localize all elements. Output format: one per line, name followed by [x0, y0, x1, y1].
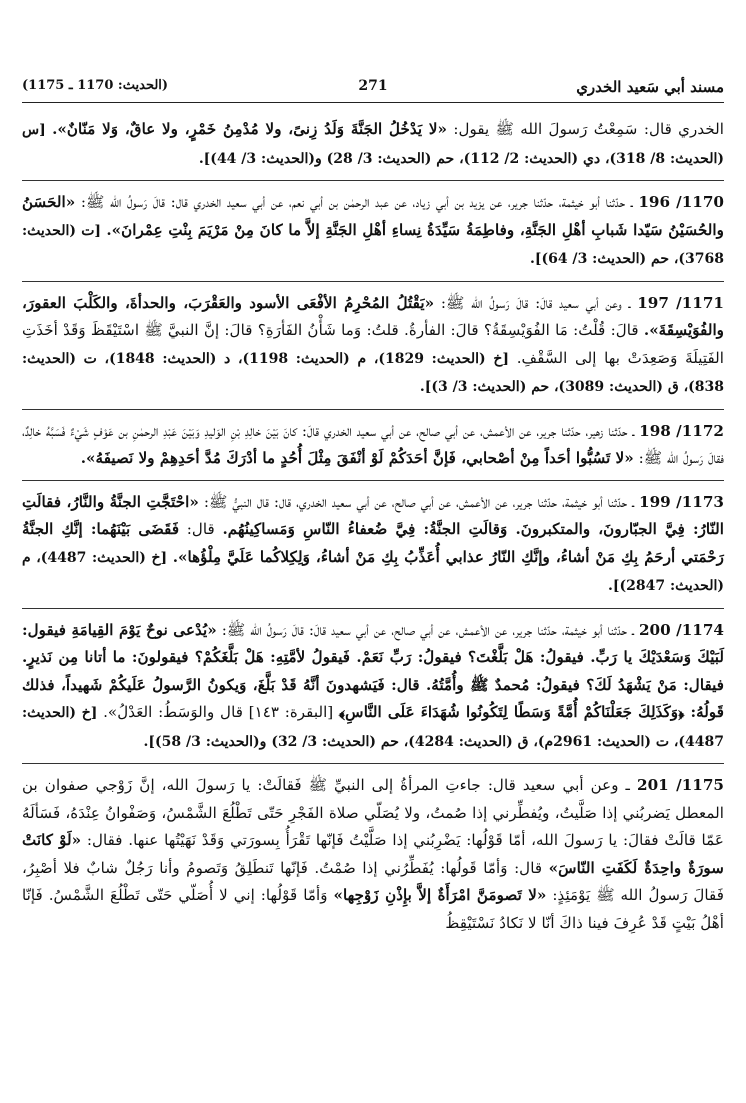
page-number: 271 [358, 78, 388, 94]
page-body [22, 116, 724, 937]
hadith-number: 1172/ 198 [639, 421, 724, 440]
hadith-matn: «لا تَسُبُّوا أحَداً مِنْ أصْحابي، فَإنَّ أحَدَكُمْ لَوْ أنْفَقَ مِثْلَ أُحُدٍ ما أدْرَكَ مُدَّ أحَدِهِمْ ولا نَصيفَهُ». [80, 449, 634, 467]
hadith-text: الخدري قال: سَمِعْتُ رَسولَ الله ﷺ يقول: [447, 120, 725, 138]
hadith-range: (الحديث: 1170 ـ 1175) [22, 78, 169, 93]
hadith-entry-1170 [22, 180, 724, 274]
hadith-number: 1174/ 200 [638, 620, 724, 639]
hadith-text: قالَ: قُلْتُ: مَا الفُوَيْسِقَةُ؟ قالَ: الفأرةُ. قلتُ: وَما شَأْنُ الفَأرَةِ؟ قالَ: إنَّ النبيَّ ﷺ اسْتَيْقَظَ وَقَدْ أخَذَتِ الفَتِيلَةَ وَصَعِدَتْ بها إلى السَّقْفِ. [22, 321, 724, 367]
hadith-text: ـ وعن أبي سعيد قال: جاءتِ المرأةُ إلى النبيِّ ﷺ فَقالَتْ: يا رَسولَ الله، إنَّ زَوْجي صفوان بن المعطل يَضربُني إذا صَلَّيتُ، ويُفطِّرني إذا صُمتُ، ولا يُصَلّي صلاة الفَجْرِ حَتّى تَطْلُعَ الشَّمْسُ، وَصَفْوانُ عِنْدَهُ، فَسَألَهُ عَمّا قالَتْ فقالَ: يا رَسولَ الله، أمّا قَوْلُها: يَضْرِبُني إذا صَلَّيْتُ فَإنّها تَقْرَأُ بِسورَتي وَقَدْ نَهَيْتُها عنها. فقال: [22, 776, 724, 849]
hadith-entry-1173 [22, 480, 724, 601]
hadith-entry-1171 [22, 281, 724, 402]
hadith-entry-1175 [22, 763, 724, 937]
hadith-text: ـ وعن أبي سعيد قالَ: قالَ رَسولُ الله ﷺ: [434, 293, 638, 312]
hadith-reference: [خ (الحديث: 1829)، م (الحديث: 1198)، د (الحديث: 1848)، ت (الحديث: 838)، ق (الحديث: 3089)، حم (الحديث: 3/ 3)]. [22, 350, 724, 395]
hadith-matn: «يُدْعى نوحٌ يَوْمَ القِيامَةِ فيقول: لَبَيْكَ وَسَعْدَيْكَ يا رَبِّ. فيقولُ: هَلْ بَلَّغْتَ؟ فيقولُ: رَبِّ نَعَمْ. فَيقولُ لأمَّتِهِ: هَلْ بَلَّغَكُمْ؟ فيقولونَ: ما أتانا مِن نَذيرٍ. فيقال: مَنْ يَشْهَدُ لَكَ؟ فيقولُ: مُحمدٌ ﷺ وأُمَّتُهُ. قال: فَيَشهدونَ أنَّهُ قَدْ بَلَّغَ، وَيكونُ الرَّسولُ عَلَيكُمْ شَهيداً، فذلك قَولُهُ: ﴿وَكَذَلِكَ جَعَلْنَاكُمْ أُمَّةً وَسَطًا لِتَكُونُوا شُهَدَاءَ عَلَى النَّاسِ﴾ [22, 620, 725, 721]
hadith-reference: [س (الحديث: 8/ 318)، دي (الحديث: 2/ 112)، حم (الحديث: 3/ 28) و(الحديث: 3/ 44)]. [22, 122, 724, 167]
hadith-matn: «الحَسَنُ والحُسَيْنُ سَيّدا شَبابِ أهْلِ الجَنَّةِ، وفاطِمَةُ سَيِّدَةُ نِساءِ أهْلِ الجَنَّةِ إلاَّ ما كانَ مِنْ مَرْيَمَ بِنْتِ عِمْرانَ». [22, 193, 724, 239]
hadith-text: ـ حدّثنا أبو خيثمة، حدّثنا جرير، عن يزيد بن أبي زياد، عن عبد الرحمٰن بن أبي نعم، عن أبي سعيد الخدري قال: قالَ رَسولُ الله ﷺ: [75, 193, 639, 211]
book-title: مسند أبي سَعيد الخدري [576, 78, 724, 96]
hadith-entry-continued [22, 116, 724, 173]
hadith-matn: فَقَضَى بَيْنَهُما: إنَّكِ الجنَّةُ رَحْمَتي أرحَمُ بِكِ مَنْ أشاءُ، وإنَّكِ النّارُ عذابي أُعَذِّبُ بِكِ مَنْ أشاءُ، وَلِكِلاكُما عَلَيَّ مِلْؤُها». [22, 520, 724, 566]
hadith-text: ـ حدّثنا أبو خيثمة، حدّثنا جرير، عن الأعمش، عن أبي صالح، عن أبي سعيد قالَ: قالَ رَسولُ الله ﷺ: [216, 620, 639, 639]
hadith-entry-1174 [22, 608, 724, 757]
hadith-text: قال: [179, 520, 223, 538]
hadith-number: 1171/ 197 [637, 293, 724, 312]
hadith-matn: «لَوْ كانَتْ سورَةٌ واحِدَةٌ لَكَفَتِ النّاسَ» [22, 831, 724, 877]
hadith-reference: [ت (الحديث: 3768)، حم (الحديث: 3/ 64)]. [22, 222, 724, 267]
running-header [22, 72, 724, 103]
hadith-number: 1173/ 199 [639, 492, 724, 511]
hadith-text: [البقرة: ١٤٣] قال والوَسَطُ: العَدْلُ». [103, 703, 339, 721]
hadith-matn: «لا يَدْخُلُ الجَنَّةَ وَلَدُ زِنىً، ولا مُدْمِنُ خَمْرٍ، ولا عاقٌ، وَلا مَنّانٌ». [52, 120, 448, 138]
hadith-matn: «يَقْتُلُ المُحْرِمُ الأفْعَى الأسود والعَقْرَبَ، والحدأةَ، والكَلْبَ العقورَ، والفُوَيْسِقَةَ». [22, 293, 724, 339]
hadith-number: 1175/ 201 [637, 776, 724, 794]
hadith-entry-1172 [22, 409, 724, 473]
hadith-matn: «لا تَصومَنَّ امْرَأَةٌ إلاَّ بإِذْنِ زَوْجِها» [333, 886, 547, 904]
hadith-text: ـ حدّثنا أبو خيثمة، حدّثنا جرير، عن الأعمش، عن أبي صالح، عن أبي سعيد الخدري، قال: قال النبيُّ ﷺ: [198, 492, 640, 511]
hadith-text: قال: وَأمّا قَولُها: يُفَطِّرُني إذا صُمْتُ. فَإنّها تَنطَلِقُ وَتَصومُ وأنا رَجُلٌ شابٌ فلا أصْبِرُ، فَقالَ رَسولُ الله ﷺ يَوْمَئِذٍ: [22, 858, 724, 904]
hadith-reference: [خ (الحديث: 4487)، ت (الحديث: 2961م)، ق (الحديث: 4284)، حم (الحديث: 3/ 32) و(الحديث: 3/ 58)]. [22, 705, 724, 750]
hadith-text: وَأمّا قَوْلُها: إني لا أُصَلّي حَتّى تَطْلُعَ الشَّمْسُ. فَإنّا أهْلُ بَيْتٍ قَدْ عُرِفَ فينا ذاكَ أنّا لا نَكادُ نَسْتَيْقِظُ [22, 886, 724, 932]
hadith-matn: «احْتَجَّتِ الجنَّةُ والنَّارُ، فقالَتِ النّارُ: فِيَّ الجبّارونَ، والمتكبرونَ. وَقالَتِ الجنَّةُ: فِيَّ ضُعفاءُ النّاسِ وَمَساكِينُهُم. [22, 492, 724, 538]
hadith-text: ـ حدّثنا زهير، حدّثنا جرير، عن الأعمش، عن أبي صالح، عن أبي سعيد الخدري قالَ: كانَ بَيْنَ خالِدِ بْنِ الوَليدِ وَبَيْنَ عَبْدِ الرحمٰنِ بن عَوْفٍ شَيْءٌ فَسَبَّهُ خالِدٌ، فقالَ رَسولُ الله ﷺ: [22, 421, 724, 467]
hadith-reference: [خ (الحديث: 4487)، م (الحديث: 2847)]. [22, 549, 724, 594]
hadith-number: 1170/ 196 [638, 193, 724, 211]
